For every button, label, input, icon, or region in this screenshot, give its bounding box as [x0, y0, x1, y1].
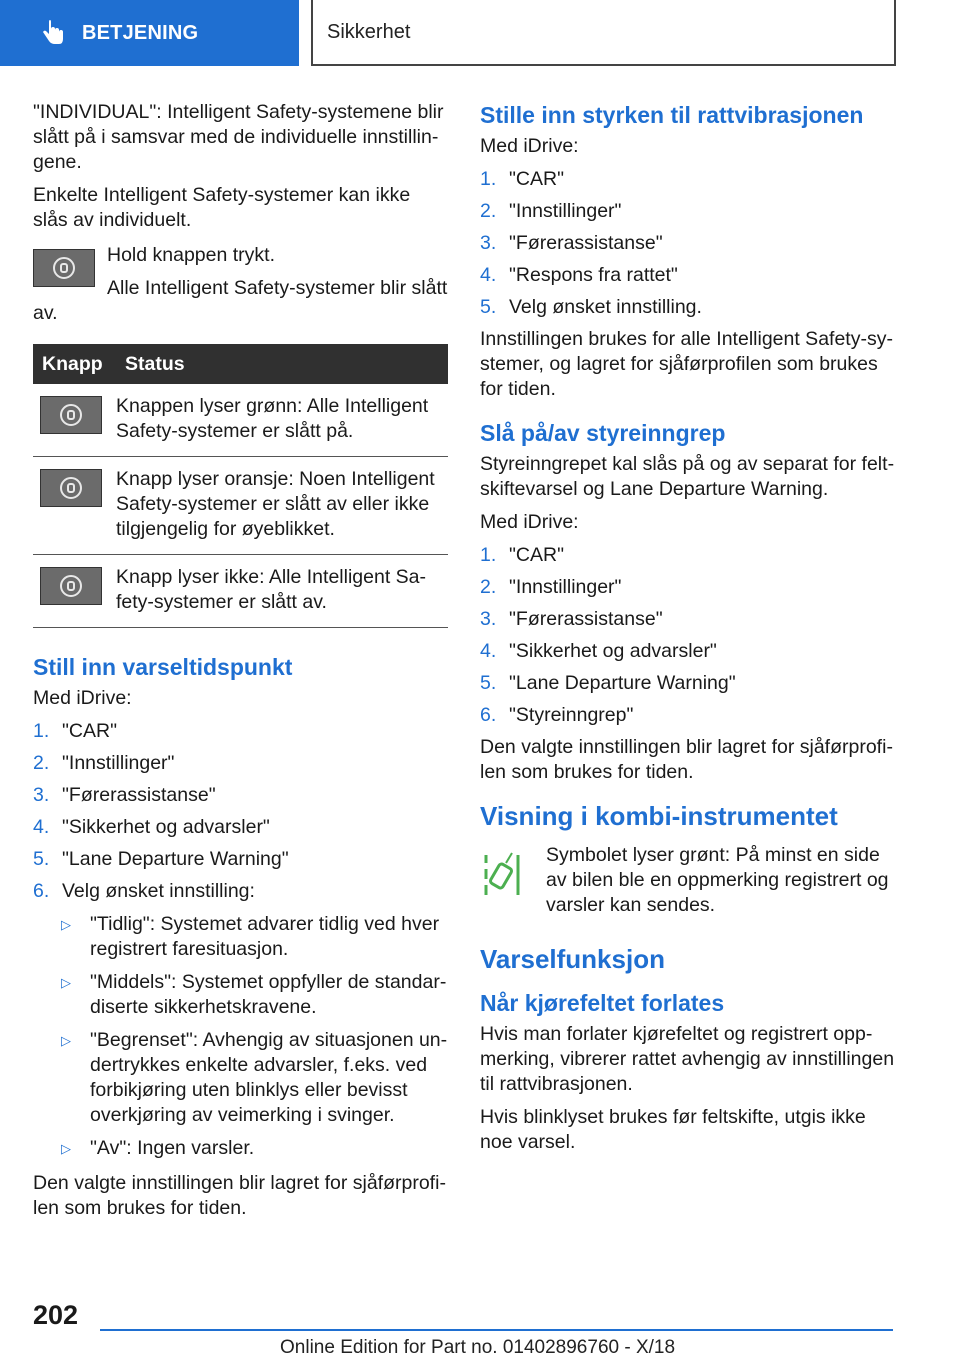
idrive-intro: Med iDrive:	[33, 687, 132, 709]
list-item: 3. "Førerassistanse"	[480, 608, 663, 630]
list-item: 1. "CAR"	[33, 720, 118, 742]
ratt-outro: Innstillingen brukes for alle Intelligent Safety-systemer, og lagret for sjåførprofilen som brukes for tiden.	[480, 328, 893, 400]
safety-button-icon	[40, 396, 102, 434]
list-item: ▷ "Av": Ingen varsler.	[61, 1137, 255, 1159]
styre-outro: Den valgte innstillingen blir lagret for sjåførprofilen som brukes for tiden.	[480, 736, 893, 783]
chapter-tab[interactable]	[0, 0, 299, 66]
section-title: Sikkerhet	[327, 20, 411, 43]
kombi-block	[480, 843, 900, 918]
list-item: 4. "Sikkerhet og advarsler"	[480, 640, 717, 662]
heading-varseltidspunkt: Still inn varseltidspunkt	[33, 654, 293, 680]
status-cell: Knapp lyser oransje: Noen Intelligent Safety-systemer er slått av eller ikke tilgjengelig for øyeblikket.	[116, 457, 448, 555]
bullet-triangle-icon: ▷	[61, 1033, 71, 1048]
status-table	[33, 344, 448, 628]
table-row	[33, 555, 448, 628]
column-header-status: Status	[116, 344, 448, 384]
styre-steps	[480, 543, 900, 728]
list-item: 1. "CAR"	[480, 544, 565, 566]
hold-instruction	[33, 243, 448, 326]
styre-paragraph: Styreinngrepet kal slås på og av separat for feltskiftevarsel og Lane Departure Warning.	[480, 453, 895, 500]
heading-styreinngrep: Slå på/av styreinngrep	[480, 420, 726, 446]
heading-rattvibrasjon: Stille inn styrken til rattvibrasjonen	[480, 102, 864, 128]
column-header-knapp: Knapp	[33, 344, 116, 384]
heading-kombi: Visning i kombi-instrumentet	[480, 801, 838, 831]
heading-varselfunksjon: Varselfunksjon	[480, 944, 665, 974]
status-cell: Knapp lyser ikke: Alle Intelligent Safety-systemer er slått av.	[116, 555, 448, 628]
varselfunksjon-p1: Hvis man forlater kjørefeltet og registrert oppmerking, vibrerer rattet avhengig av innstillingen til rattvibrasjonen.	[480, 1023, 895, 1095]
varsel-options	[61, 912, 448, 1161]
heading-kjorefelt: Når kjørefeltet forlates	[480, 990, 725, 1016]
paragraph-individual: "INDIVIDUAL": Intelligent Safety-systemene blir slått på i samsvar med de individuelle innstillingene.	[33, 101, 444, 173]
list-item: 4. "Sikkerhet og advarsler"	[33, 816, 270, 838]
idrive-intro: Med iDrive:	[480, 511, 579, 533]
status-cell: Knappen lyser grønn: Alle Intelligent Safety-systemer er slått på.	[116, 384, 448, 457]
varsel-outro: Den valgte innstillingen blir lagret for sjåførprofilen som brukes for tiden.	[33, 1172, 446, 1219]
list-item: 4. "Respons fra rattet"	[480, 264, 678, 286]
list-item: 2. "Innstillinger"	[33, 752, 175, 774]
hold-result: Alle Intelligent Safety-systemer blir slått av.	[33, 277, 448, 324]
bullet-triangle-icon: ▷	[61, 975, 71, 990]
list-item: ▷ "Tidlig": Systemet advarer tidlig ved hver registrert faresituasjon.	[61, 913, 440, 960]
hold-text: Hold knappen trykt.	[107, 244, 276, 266]
table-row	[33, 384, 448, 457]
list-item: ▷ "Begrenset": Avhengig av situasjonen undertrykkes enkelte advarsler, f.eks. ved forbikjøring uten blinklys eller bevisst overkjøring av veimerking i svinger.	[61, 1029, 448, 1126]
list-item: 5. "Lane Departure Warning"	[480, 672, 736, 694]
list-item: 5. "Lane Departure Warning"	[33, 848, 289, 870]
varsel-steps	[33, 719, 448, 904]
bullet-triangle-icon: ▷	[61, 1141, 71, 1156]
list-item: 1. "CAR"	[480, 168, 565, 190]
bullet-triangle-icon: ▷	[61, 917, 71, 932]
hand-pointer-icon	[38, 18, 68, 48]
kombi-text: Symbolet lyser grønt: På minst en side av bilen ble en oppmerking registrert og varsler kan sendes.	[546, 844, 889, 916]
footer-divider	[100, 1329, 893, 1331]
list-item: 3. "Førerassistanse"	[33, 784, 216, 806]
paragraph-individual-note: Enkelte Intelligent Safety-systemer kan ikke slås av individuelt.	[33, 184, 411, 231]
list-item: 3. "Førerassistanse"	[480, 232, 663, 254]
edition-text: Online Edition for Part no. 01402896760 - X/18	[280, 1337, 676, 1358]
list-item: 6. "Styreinngrep"	[480, 704, 634, 726]
list-item: 5. Velg ønsket innstilling.	[480, 296, 702, 318]
page-number: 202	[33, 1300, 79, 1330]
table-row	[33, 457, 448, 555]
left-column	[33, 100, 448, 1229]
safety-button-icon	[40, 469, 102, 507]
varselfunksjon-p2: Hvis blinklyset brukes før feltskifte, utgis ikke noe varsel.	[480, 1106, 866, 1153]
section-header	[311, 0, 896, 66]
ratt-steps	[480, 167, 900, 320]
right-column	[480, 100, 900, 1163]
list-item: ▷ "Middels": Systemet oppfyller de standardiserte sikkerhetskravene.	[61, 971, 447, 1018]
list-item: 2. "Innstillinger"	[480, 200, 622, 222]
chapter-label: BETJENING	[82, 21, 199, 44]
list-item: 2. "Innstillinger"	[480, 576, 622, 598]
safety-button-icon	[33, 249, 95, 287]
safety-button-icon	[40, 567, 102, 605]
idrive-intro: Med iDrive:	[480, 135, 579, 157]
lane-departure-icon	[480, 843, 546, 918]
list-item: 6. Velg ønsket innstilling:	[33, 880, 255, 902]
